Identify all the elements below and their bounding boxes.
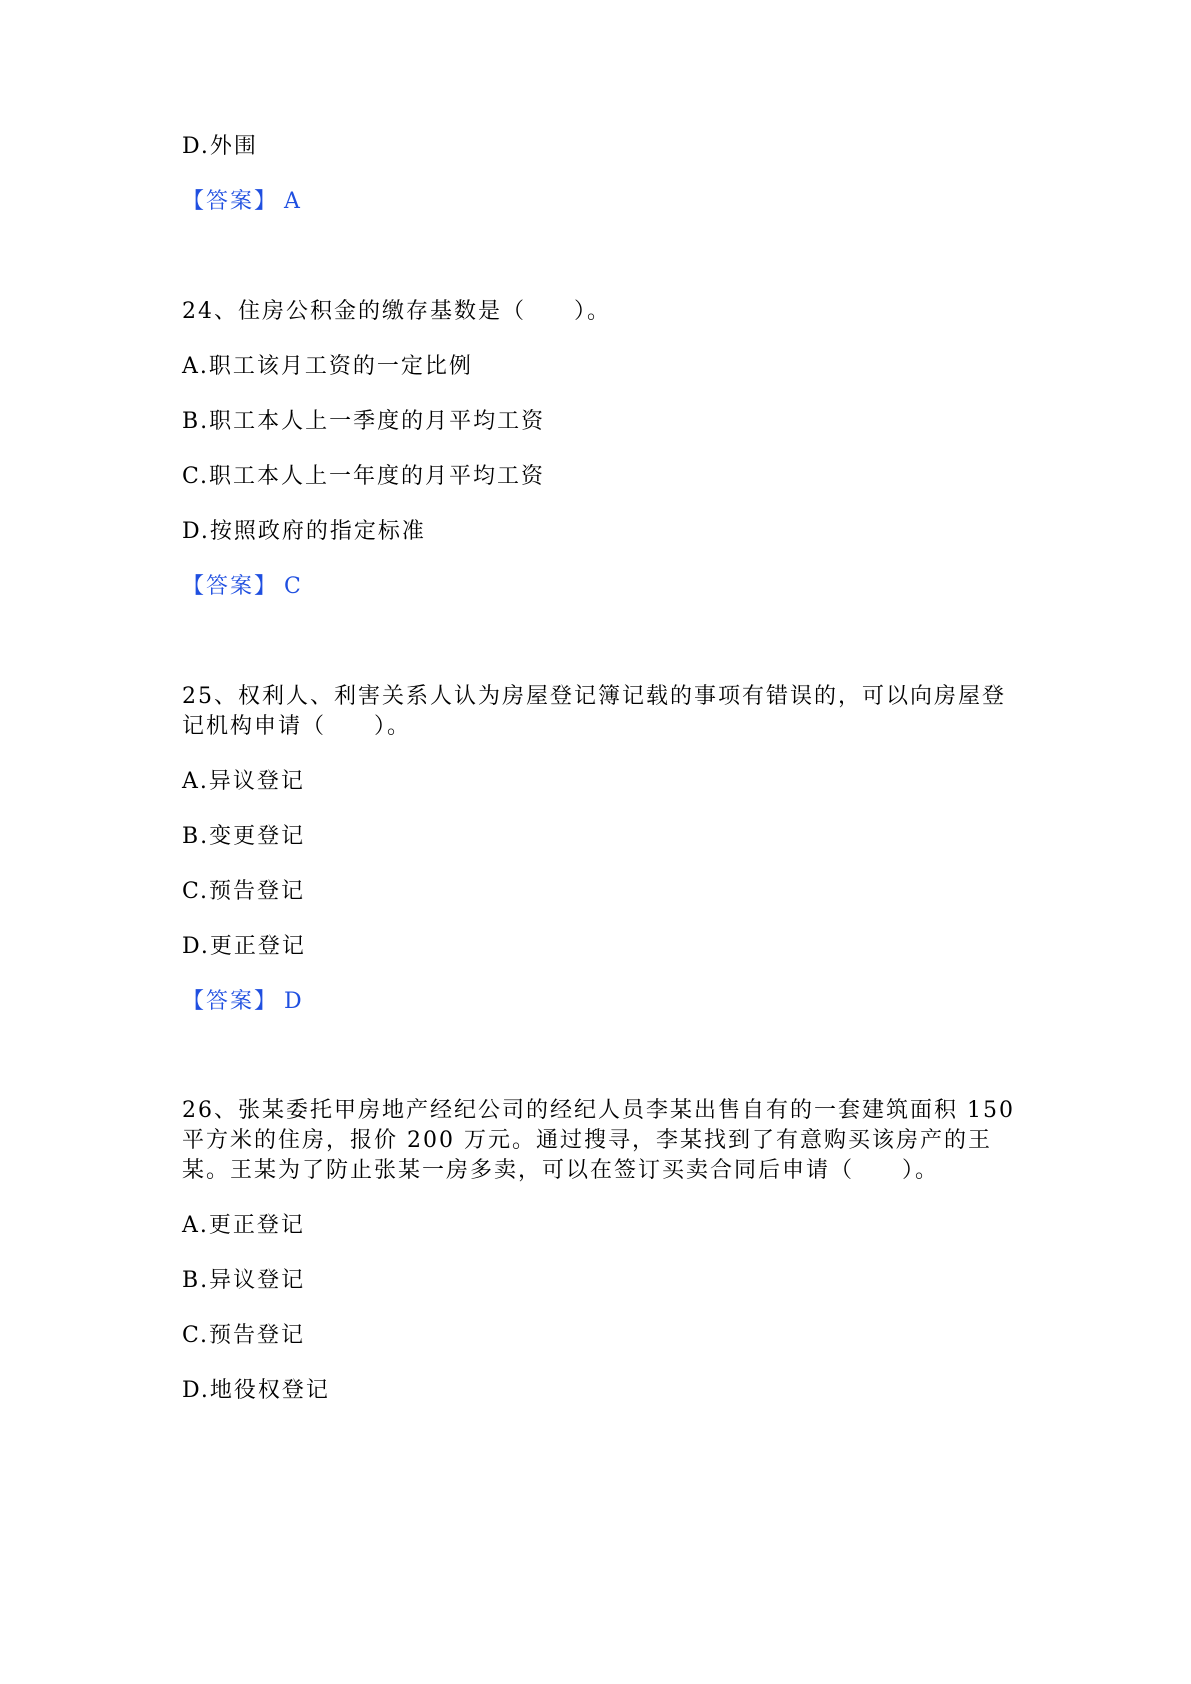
q25-option-d: D.更正登记 xyxy=(182,934,306,959)
q24-option-c: C.职工本人上一年度的月平均工资 xyxy=(182,464,546,489)
q25-answer xyxy=(182,987,304,1017)
answer-tag: 【答案】 xyxy=(182,574,279,599)
q25-option-c: C.预告登记 xyxy=(182,879,306,904)
q25-stem-line-2: 记机构申请（ ）。 xyxy=(182,714,412,739)
answer-value: A xyxy=(284,189,302,214)
prev-question-option-d: D.外围 xyxy=(182,134,258,159)
q26-stem-line-2: 平方米的住房，报价 200 万元。通过搜寻，李某找到了有意购买该房产的王 xyxy=(182,1128,992,1153)
q26-option-a: A.更正登记 xyxy=(182,1213,305,1238)
q26-option-b: B.异议登记 xyxy=(182,1268,306,1293)
answer-tag: 【答案】 xyxy=(182,989,279,1014)
q26-option-c: C.预告登记 xyxy=(182,1323,306,1348)
answer-value: C xyxy=(284,574,303,599)
answer-tag: 【答案】 xyxy=(182,189,279,214)
answer-value: D xyxy=(284,989,304,1014)
q25-stem-line-1: 25、权利人、利害关系人认为房屋登记簿记载的事项有错误的，可以向房屋登 xyxy=(182,684,1006,709)
q24-stem: 24、住房公积金的缴存基数是（ ）。 xyxy=(182,299,611,324)
q25-option-b: B.变更登记 xyxy=(182,824,306,849)
q24-option-b: B.职工本人上一季度的月平均工资 xyxy=(182,409,546,434)
q24-answer xyxy=(182,572,303,602)
q26-option-d: D.地役权登记 xyxy=(182,1378,330,1403)
q24-option-a: A.职工该月工资的一定比例 xyxy=(182,354,473,379)
prev-question-answer xyxy=(182,187,302,217)
q25-option-a: A.异议登记 xyxy=(182,769,305,794)
q26-stem-line-3: 某。王某为了防止张某一房多卖，可以在签订买卖合同后申请（ ）。 xyxy=(182,1158,940,1183)
q26-stem-line-1: 26、张某委托甲房地产经纪公司的经纪人员李某出售自有的一套建筑面积 150 xyxy=(182,1098,1015,1123)
q24-option-d: D.按照政府的指定标准 xyxy=(182,519,426,544)
